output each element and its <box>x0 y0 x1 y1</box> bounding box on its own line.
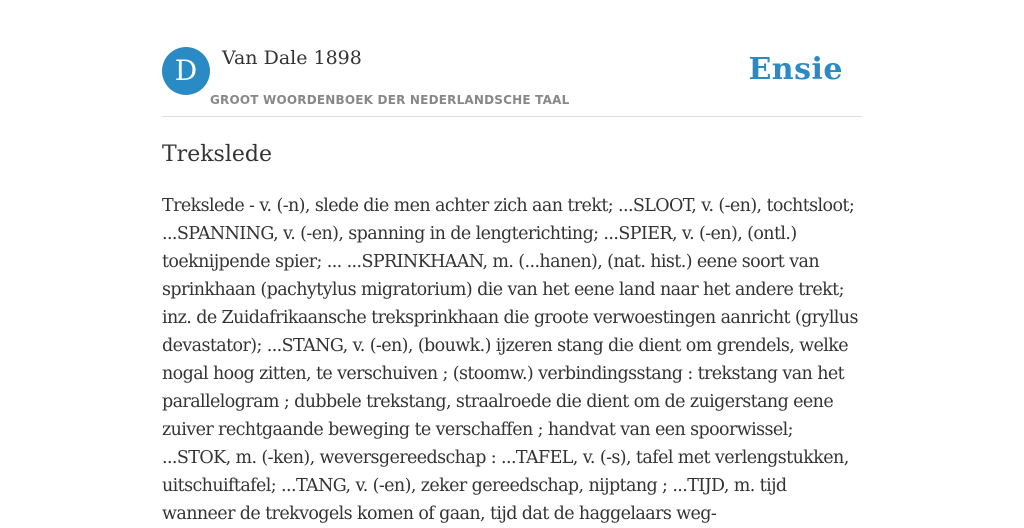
brand-logo-link[interactable]: Ensie <box>748 52 843 87</box>
dictionary-title[interactable]: Van Dale 1898 <box>222 47 362 69</box>
entry-definition: Trekslede - v. (-n), slede die men achter zich aan trekt; ...SLOOT, v. (-en), tochtsloot; ...SPANNING, v. (-en), spanning in de lengterichting; ...SPIER, v. (-en), (ontl.) toeknijpende spier; ... ...SPRINKHAAN, m. (...hanen), (nat. hist.) eene soort van sprinkhaan (pachytylus migratorium) die van het eene land naar het andere trekt; inz. de Zuidafrikaansche treksprinkhaan die groote verwoestingen aanricht (gryllus devastator); ...STANG, v. (-en), (bouwk.) ijzeren stang die dient om grendels, welke nogal hoog zitten, te verschuiven ; (stoomw.) verbindingsstang : trekstang van het parallelogram ; dubbele trekstang, straalroede die dient om de zuigerstang eene zuiver rechtgaande beweging te verschaffen ; handvat van een spoorwissel; ...STOK, m. (-ken), weversgereedschap : ...TAFEL, v. (-s), tafel met verlengstukken, uitschuiftafel; ...TANG, v. (-en), zeker gereedschap, nijptang ; ...TIJD, m. tijd wanneer de trekvogels komen of gaan, tijd dat de haggelaars weg- <box>162 196 858 524</box>
entry-headword: Trekslede <box>162 142 272 167</box>
site-header <box>162 46 862 117</box>
dictionary-logo-icon[interactable]: D <box>162 47 210 95</box>
dictionary-subtitle: GROOT WOORDENBOEK DER NEDERLANDSCHE TAAL <box>210 93 570 107</box>
